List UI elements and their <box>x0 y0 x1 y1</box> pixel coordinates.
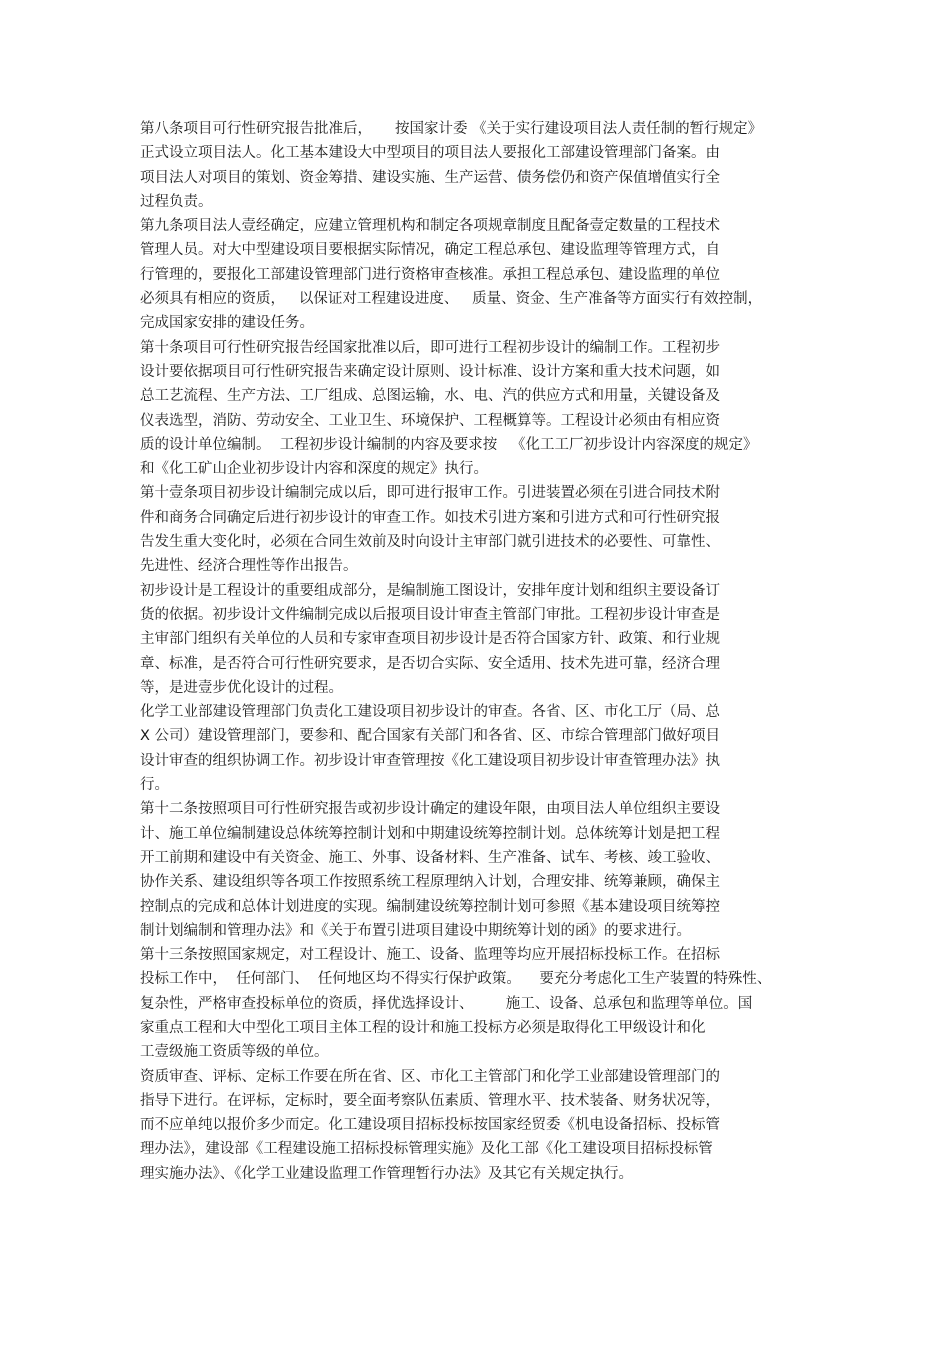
text-line: 复杂性，严格审查投标单位的资质，择优选择设计、 施工、设备、总承包和监理等单位。国 <box>140 995 753 1012</box>
text-line: 而不应单纯以报价多少而定。化工建设项目招标投标按国家经贸委《机电设备招标、投标管 <box>140 1117 720 1134</box>
text-line: 管理人员。对大中型建设项目要根据实际情况，确定工程总承包、建设监理等管理方式，自 <box>140 242 720 259</box>
text-line: 投标工作中， 任何部门、 任何地区均不得实行保护政策。 要充分考虑化工生产装置的特殊性、 <box>140 971 772 988</box>
text-line: 初步设计是工程设计的重要组成部分，是编制施工图设计，安排年度计划和组织主要设备订 <box>140 582 720 599</box>
text-line: 第十三条按照国家规定，对工程设计、施工、设备、监理等均应开展招标投标工作。在招标 <box>140 947 720 964</box>
text-line: 主审部门组织有关单位的人员和专家审查项目初步设计是否符合国家方针、政策、和行业规 <box>140 631 720 648</box>
text-line: 告发生重大变化时，必须在合同生效前及时向设计主审部门就引进技术的必要性、可靠性、 <box>140 534 720 551</box>
text-line: 行管理的，要报化工部建设管理部门进行资格审查核准。承担工程总承包、建设监理的单位 <box>140 266 720 283</box>
text-line: 仪表选型，消防、劳动安全、工业卫生、环境保护、工程概算等。工程设计必须由有相应资 <box>140 412 720 429</box>
text-line: 理实施办法》、《化学工业建设监理工作管理暂行办法》及其它有关规定执行。 <box>140 1165 633 1182</box>
text-line: X 公司）建设管理部门，要参和、配合国家有关部门和各省、区、市综合管理部门做好项目 <box>140 728 721 745</box>
text-line: 先进性、经济合理性等作出报告。 <box>140 558 358 575</box>
text-line: 指导下进行。在评标，定标时，要全面考察队伍素质、管理水平、技术装备、财务状况等， <box>140 1092 720 1109</box>
text-line: 理办法》，建设部《工程建设施工招标投标管理实施》及化工部《化工建设项目招标投标管 <box>140 1141 713 1158</box>
text-line: 计、施工单位编制建设总体统筹控制计划和中期建设统筹控制计划。总体统筹计划是把工程 <box>140 825 720 842</box>
text-line: 项目法人对项目的策划、资金筹措、建设实施、生产运营、债务偿仍和资产保值增值实行全 <box>140 169 720 186</box>
text-line: 化学工业部建设管理部门负责化工建设项目初步设计的审查。各省、区、市化工厅（局、总 <box>140 704 720 721</box>
text-line: 家重点工程和大中型化工项目主体工程的设计和施工投标方必须是取得化工甲级设计和化 <box>140 1019 706 1036</box>
text-line: 设计审查的组织协调工作。初步设计审查管理按《化工建设项目初步设计审查管理办法》执 <box>140 752 720 769</box>
text-line: 第十二条按照项目可行性研究报告或初步设计确定的建设年限，由项目法人单位组织主要设 <box>140 801 720 818</box>
text-line: 总工艺流程、生产方法、工厂组成、总图运输，水、电、汽的供应方式和用量，关键设备及 <box>140 388 720 405</box>
text-line: 质的设计单位编制。 工程初步设计编制的内容及要求按 《化工工厂初步设计内容深度的规定》 <box>140 436 758 453</box>
text-line: 第十条项目可行性研究报告经国家批准以后，即可进行工程初步设计的编制工作。工程初步 <box>140 339 720 356</box>
text-line: 和《化工矿山企业初步设计内容和深度的规定》执行。 <box>140 461 488 478</box>
text-line: 开工前期和建设中有关资金、施工、外事、设备材料、生产准备、试车、考核、竣工验收、 <box>140 849 720 866</box>
text-line: 货的依据。初步设计文件编制完成以后报项目设计审查主管部门审批。工程初步设计审查是 <box>140 606 720 623</box>
text-line: 件和商务合同确定后进行初步设计的审查工作。如技术引进方案和引进方式和可行性研究报 <box>140 509 720 526</box>
text-line: 等，是进壹步优化设计的过程。 <box>140 679 343 696</box>
text-line: 第十壹条项目初步设计编制完成以后，即可进行报审工作。引进装置必须在引进合同技术附 <box>140 485 720 502</box>
text-line: 章、标准，是否符合可行性研究要求，是否切合实际、安全适用、技术先进可靠，经济合理 <box>140 655 720 672</box>
text-line: 协作关系、建设组织等各项工作按照系统工程原理纳入计划，合理安排、统筹兼顾，确保主 <box>140 874 720 891</box>
text-line: 完成国家安排的建设任务。 <box>140 315 314 332</box>
text-line: 资质审查、评标、定标工作要在所在省、区、市化工主管部门和化学工业部建设管理部门的 <box>140 1068 720 1085</box>
text-line: 制计划编制和管理办法》和《关于布置引进项目建设中期统筹计划的函》的要求进行。 <box>140 922 691 939</box>
text-line: 工壹级施工资质等级的单位。 <box>140 1044 329 1061</box>
text-line: 过程负责。 <box>140 193 213 210</box>
text-line: 行。 <box>140 777 169 794</box>
text-line: 第九条项目法人壹经确定，应建立管理机构和制定各项规章制度且配备壹定数量的工程技术 <box>140 218 720 235</box>
text-line: 控制点的完成和总体计划进度的实现。编制建设统筹控制计划可参照《基本建设项目统筹控 <box>140 898 720 915</box>
body-text <box>140 117 790 1186</box>
text-line: 必须具有相应的资质， 以保证对工程建设进度、 质量、资金、生产准备等方面实行有效控制， <box>140 291 763 308</box>
text-line: 第八条项目可行性研究报告批准后， 按国家计委 《关于实行建设项目法人责任制的暂行规定》 <box>140 121 763 137</box>
text-line: 设计要依据项目可行性研究报告来确定设计原则、设计标准、设计方案和重大技术问题，如 <box>140 363 720 380</box>
text-line: 正式设立项目法人。化工基本建设大中型项目的项目法人要报化工部建设管理部门备案。由 <box>140 145 720 162</box>
